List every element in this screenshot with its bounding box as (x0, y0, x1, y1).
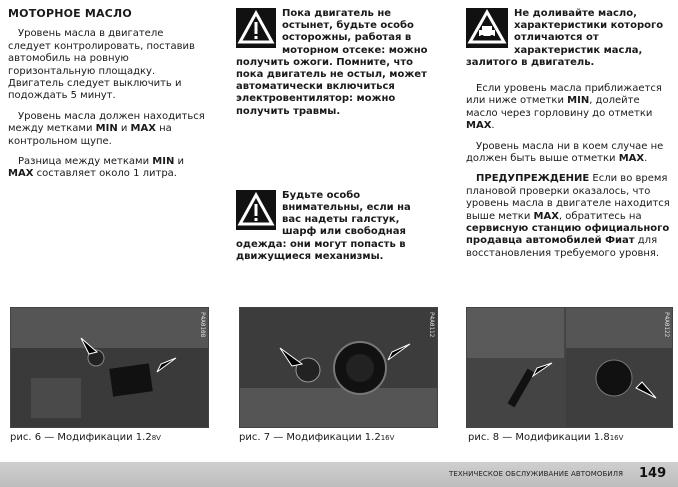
page-number: 149 (639, 466, 667, 481)
figure-7-caption: рис. 7 — Модификации 1.216V (239, 432, 395, 443)
figure-8-photo-right: P4A0122 (565, 307, 673, 428)
car-warning-icon (466, 8, 508, 48)
warning-triangle-icon (236, 190, 276, 230)
figure-7-photo: P4A0112 (239, 307, 438, 428)
figure-8-caption: рис. 8 — Модификации 1.816V (468, 432, 624, 443)
paragraph-oil-level: Уровень масла должен находиться между метками MIN и MAX на контрольном щупе. (8, 110, 205, 147)
paragraph-level-difference: Разница между метками MIN и MAX составляет около 1 литра. (8, 156, 184, 180)
figure-6-caption: рис. 6 — Модификации 1.28V (10, 432, 161, 443)
figure-6-photo: P4A0108 (10, 307, 209, 428)
warning-hot-engine: Пока двигатель не остынет, будьте особо осторожны, работая в моторном отсеке: можно получить ожоги. Помните, что пока двигатель не остыл, может автоматически включиться электровентилятор: можно получить травмы. (236, 8, 428, 117)
warning-triangle-icon (236, 8, 276, 48)
section-heading: МОТОРНОЕ МАСЛО (8, 7, 132, 20)
oil-topup-column (466, 8, 672, 268)
paragraph-caution: ПРЕДУПРЕЖДЕНИЕ Если во время плановой проверки оказалось, что уровень масла в двигателе находится выше метки MAX, обратитесь на сервисную станцию официального продавца автомобилей Фиат для восстановления требуемого уровня. (466, 173, 670, 259)
warnings-column (236, 8, 432, 263)
paragraph-check-conditions: Уровень масла в двигателе следует контролировать, поставив автомобиль на ровную горизонтальную площадку. Двигатель следует выключить и подождать 5 минут. (8, 28, 195, 102)
warning-oil-type: Не доливайте масло, характеристики которого отличаются от характеристик масла, залитого в двигатель. (466, 8, 664, 68)
figure-8-photo-left (466, 307, 565, 428)
paragraph-top-up: Если уровень масла приближается или ниже отметки MIN, долейте масло через горловину до отметки MAX. (466, 83, 662, 132)
paragraph-max-limit: Уровень масла ни в коем случае не должен быть выше отметки MAX. (466, 140, 664, 165)
footer-section-title: ТЕХНИЧЕСКОЕ ОБСЛУЖИВАНИЕ АВТОМОБИЛЯ (449, 470, 624, 478)
warning-loose-clothing: Будьте особо внимательны, если на вас надеты галстук, шарф или свободная одежда: они могут попасть в движущиеся механизмы. (236, 189, 411, 262)
oil-section (8, 8, 208, 189)
page-footer (0, 462, 678, 487)
